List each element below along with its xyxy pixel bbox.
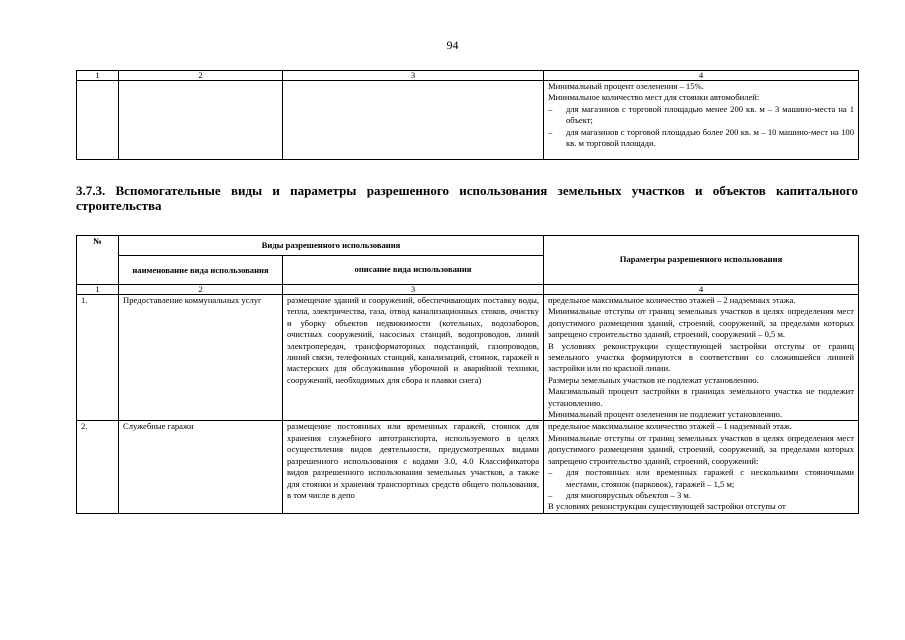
row-name: Служебные гаражи xyxy=(119,421,283,513)
param-line: Максимальный процент застройки в границах земельного участка не подлежит установлению. xyxy=(548,386,855,408)
list-item: – для магазинов с торговой площадью менее 200 кв. м – 3 машино-места на 1 объект; xyxy=(548,103,854,126)
list-item: – для многоярусных объектов – 3 м. xyxy=(548,489,692,500)
row-name: Предоставление коммунальных услуг xyxy=(119,295,283,421)
col-num-3: 3 xyxy=(283,71,544,81)
col-num-2: 2 xyxy=(119,285,283,295)
param-line: Минимальные отступы от границ земельных участков в целях определения мест допустимого размещения зданий, строений, сооружений, за пределами которых запрещено строительство зданий, строений, сооружений: xyxy=(548,432,855,466)
col-num-1: 1 xyxy=(77,285,119,295)
header-description: описание вида использования xyxy=(283,256,544,285)
table-row xyxy=(77,81,859,160)
col-num-2: 2 xyxy=(119,71,283,81)
column-number-row xyxy=(77,285,859,295)
param-line: В условиях реконструкции существующей застройки отступы от xyxy=(548,501,786,512)
row-params xyxy=(544,295,859,421)
param-line: предельное максимальное количество этажей – 1 надземный этаж. xyxy=(548,421,792,432)
row-params xyxy=(544,421,859,513)
param-line: Размеры земельных участков не подлежат установлению. xyxy=(548,374,759,385)
row-num: 2. xyxy=(77,421,119,513)
table-row xyxy=(77,295,859,421)
param-line: Минимальный процент озеленения не подлежит установлению. xyxy=(548,409,783,420)
header-row xyxy=(77,236,859,256)
col-num-1: 1 xyxy=(77,71,119,81)
header-num: № xyxy=(77,236,119,285)
header-params: Параметры разрешенного использования xyxy=(544,236,859,285)
header-name: наименование вида использования xyxy=(119,256,283,285)
text-line: Минимальное количество мест для стоянки автомобилей: xyxy=(548,92,760,103)
param-line: В условиях реконструкции существующей застройки отступы от границ земельного участка формируются в соответствии со сложившейся линией застройки или по красной линии. xyxy=(548,340,855,374)
text-line: Минимальный процент озеленения – 15%. xyxy=(548,81,704,91)
column-number-row xyxy=(77,71,859,81)
row-description: размещение зданий и сооружений, обеспечивающих поставку воды, тепла, электричества, газа, отвод канализационных стоков, очистку и уборку объектов недвижимости (котельных, водозаборов, очистных сооружений, насосных станций, водопроводов, линий электропередач, трансформаторных подстанций, газопроводов, линий связи, телефонных станций, канализаций, стоянок, гаражей и мастерских для обслуживания уборочной и аварийной техники, сооружений, необходимых для сбора и плавки снега) xyxy=(283,295,544,421)
param-line: предельное максимальное количество этажей – 2 надземных этажа. xyxy=(548,295,796,305)
page-number: 94 xyxy=(446,38,459,52)
list-item: – для постоянных или временных гаражей с несколькими стояночными местами, стоянок (парковок), гаражей – 1,5 м; xyxy=(548,467,855,489)
col-num-4: 4 xyxy=(544,285,859,295)
list-item: – для магазинов с торговой площадью более 200 кв. м – 10 машино-мест на 100 кв. м торговой площади. xyxy=(548,126,854,149)
col-num-4: 4 xyxy=(544,71,859,81)
header-group: Виды разрешенного использования xyxy=(119,236,544,256)
table-row xyxy=(77,421,859,513)
params-cell xyxy=(544,81,859,160)
col-num-3: 3 xyxy=(283,285,544,295)
row-num: 1. xyxy=(77,295,119,421)
continuation-table xyxy=(76,70,859,160)
section-heading: 3.7.3. Вспомогательные виды и параметры разрешенного использования земельных участков и объектов капитального строительства xyxy=(76,183,858,213)
param-line: Минимальные отступы от границ земельных участков в целях определения мест допустимого размещения зданий, строений, сооружений, за пределами которых запрещено строительство зданий, строений, сооружений – 0,5 м. xyxy=(548,306,855,340)
permitted-use-table xyxy=(76,235,859,514)
row-description: размещение постоянных или временных гаражей, стоянок для хранения служебного автотранспорта, используемого в целях осуществления видов деятельности, предусмотренных видами разрешенного использования с кодами 3.0, 4.0 Классификатора видов разрешенного использования земельных участков, а также для стоянки и хранения транспортных средств общего пользования, в том числе в депо xyxy=(283,421,544,513)
